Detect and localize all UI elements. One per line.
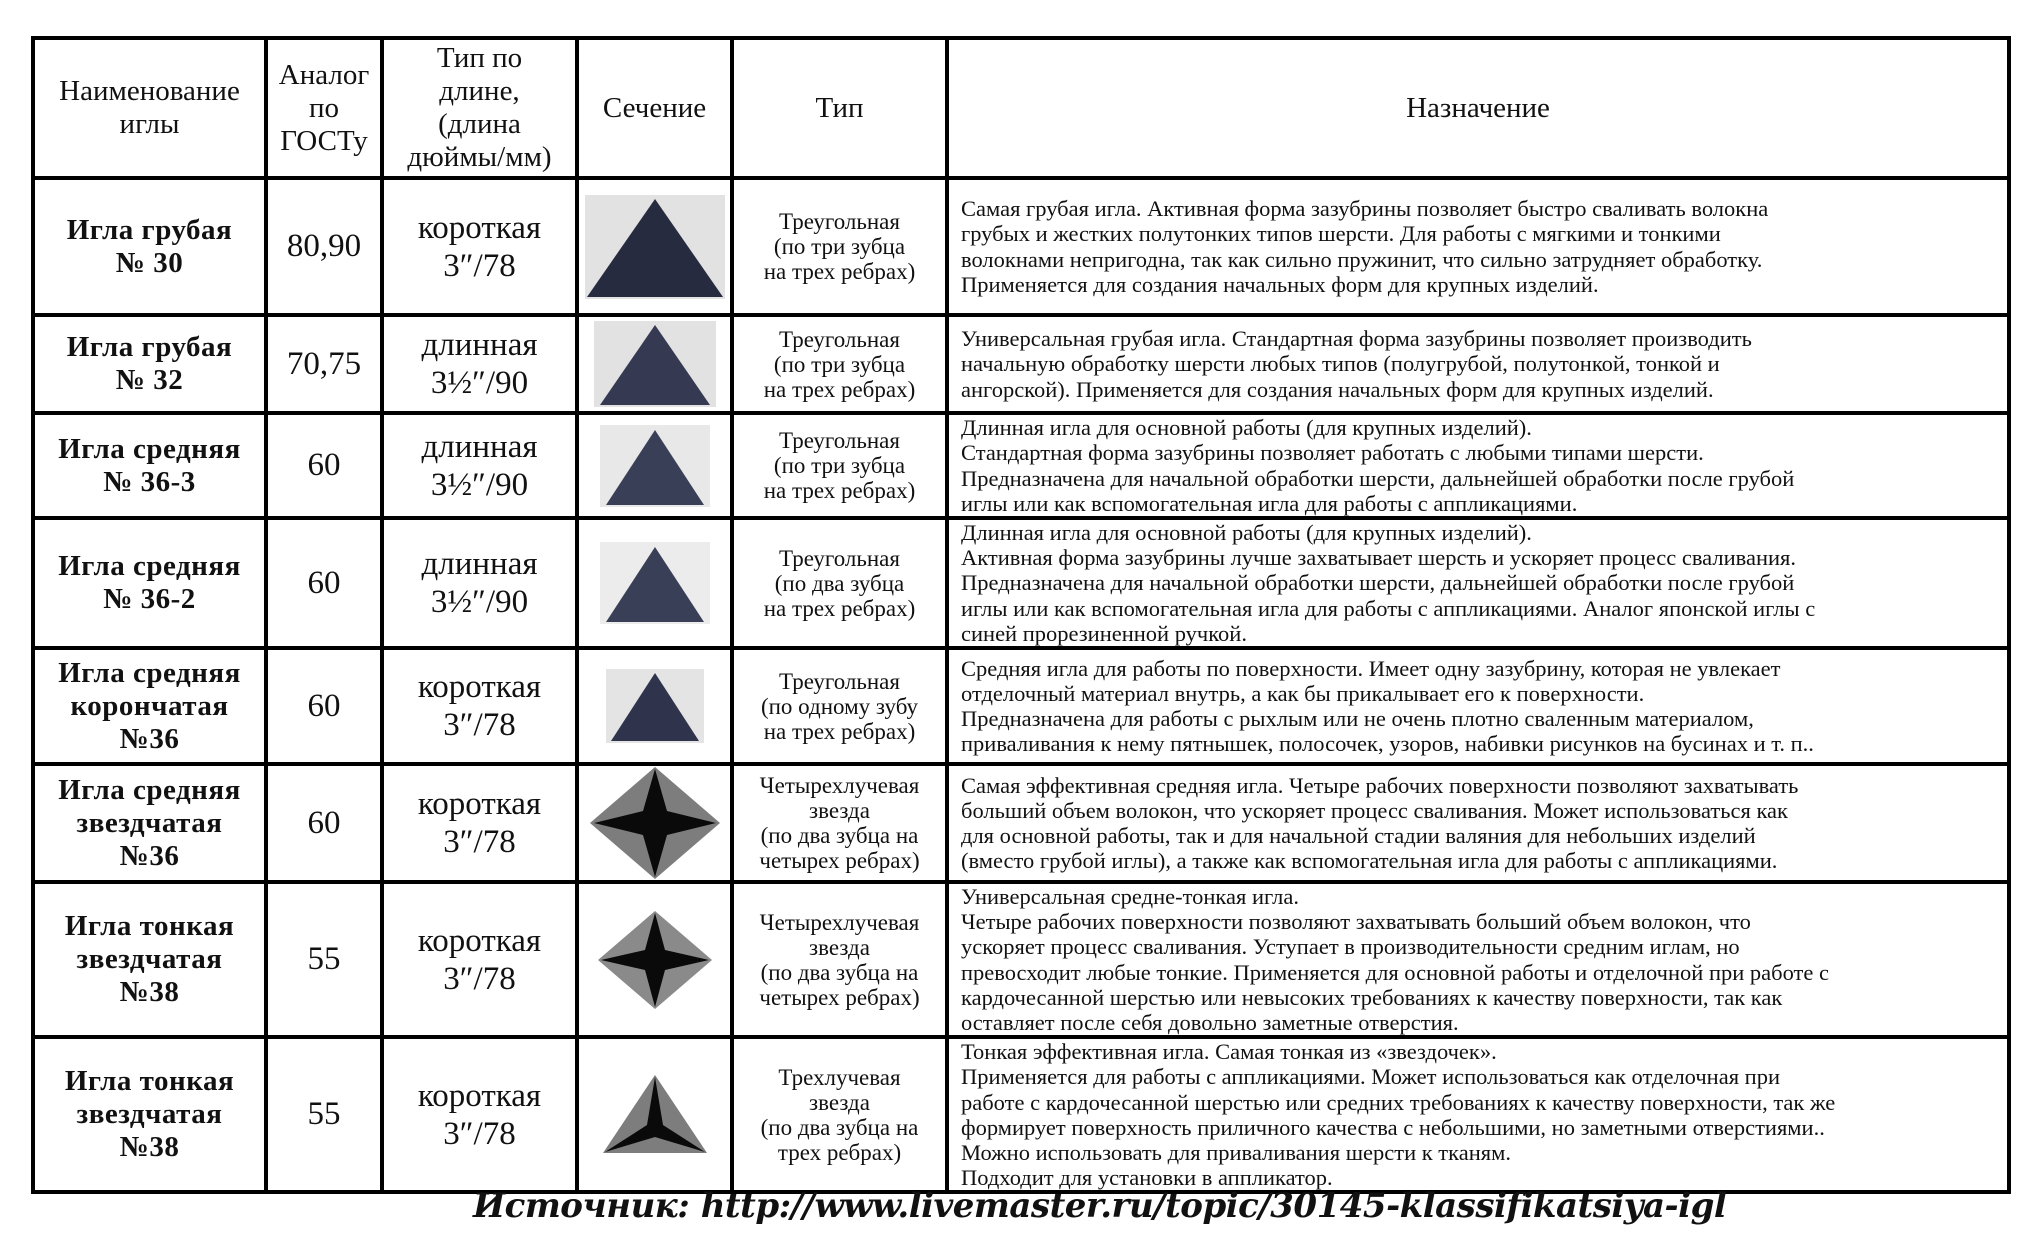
- header-length-line: Тип по: [436, 42, 523, 74]
- type-cell: [732, 764, 947, 882]
- needle-name: Игла средняя: [58, 773, 241, 806]
- type-line: (по три зубца: [773, 453, 906, 478]
- type-line: на трех ребрах): [763, 376, 916, 402]
- length-cell: [382, 518, 577, 648]
- length-cell: [382, 764, 577, 882]
- needle-number: № 36-3: [103, 465, 196, 498]
- purpose-line: Подходит для установки в аппликатор.: [961, 1165, 1333, 1191]
- header-gost-line: по: [308, 91, 340, 124]
- purpose-line: Четыре рабочих поверхности позволяют захватывать больший объем волокон, что: [961, 909, 1751, 935]
- purpose-line: превосходит любые тонкие. Применяется для основной работы и отделочной при работе с: [961, 959, 1829, 985]
- needle-name-cell: [33, 518, 266, 648]
- purpose-line: Универсальная средне-тонкая игла.: [961, 884, 1299, 910]
- gost-analog: 60: [266, 518, 382, 648]
- length-type: длинная: [421, 546, 538, 582]
- purpose-cell: [947, 178, 2009, 315]
- needle-name: Игла средняя: [58, 656, 241, 689]
- needle-name: Игла грубая: [66, 331, 233, 363]
- table-row: [33, 648, 2009, 764]
- type-line: звезда: [809, 1089, 870, 1115]
- table-row: [33, 178, 2009, 315]
- purpose-line: приваливания к нему пятнышек, полосочек, узоров, набивки рисунков на бусинах и т. п..: [961, 731, 1814, 757]
- needle-subtype: звездчатая: [76, 806, 223, 839]
- purpose-line: (вместо грубой иглы), а также как вспомогательная игла для работы с аппликациями.: [961, 848, 1778, 874]
- purpose-line: Средняя игла для работы по поверхности. Имеет одну зазубрину, которая не увлекает: [961, 655, 1781, 681]
- table-row: [33, 1037, 2009, 1192]
- header-length: [382, 38, 577, 178]
- purpose-line: начальную обработку шерсти любых типов (полугрубой, полутонкой, тонкой и: [961, 351, 1720, 377]
- purpose-line: для основной работы, так и для начальной стадии валяния для небольших изделий: [961, 823, 1756, 849]
- purpose-cell: [947, 882, 2009, 1037]
- purpose-line: отделочный материал внутрь, а как бы прикалывает его к поверхности.: [961, 680, 1645, 706]
- type-line: (по два зубца: [774, 570, 905, 596]
- type-cell: [732, 882, 947, 1037]
- header-name-line: иглы: [119, 108, 180, 140]
- purpose-line: ангорской). Применяется для создания начальных форм для крупных изделий.: [961, 376, 1714, 402]
- length-type: короткая: [417, 1077, 542, 1114]
- needle-table-wrapper: [31, 36, 2007, 1194]
- type-cell: [732, 315, 947, 413]
- type-line: (по три зубца: [773, 234, 906, 259]
- type-line: звезда: [809, 934, 870, 960]
- needle-name: Игла грубая: [66, 213, 233, 246]
- purpose-line: кардочесанной шерстью или невысоких требованиях к качеству поверхности, так как: [961, 984, 1783, 1010]
- length-value: 3″/78: [443, 707, 516, 744]
- needle-name-cell: [33, 882, 266, 1037]
- type-line: на трех ребрах): [763, 595, 916, 621]
- triangle-large-icon: [585, 195, 725, 299]
- length-type: короткая: [417, 669, 542, 706]
- needle-name-cell: [33, 1037, 266, 1192]
- type-line: четырех ребрах): [759, 848, 920, 874]
- purpose-line: Применяется для создания начальных форм для крупных изделий.: [961, 271, 1599, 297]
- length-cell: [382, 315, 577, 413]
- type-line: Четырехлучевая: [759, 909, 920, 935]
- purpose-line: Предназначена для начальной обработки шерсти, дальнейшей обработки после грубой: [961, 465, 1795, 491]
- section-cell: [577, 413, 732, 518]
- header-row: [33, 38, 2009, 178]
- length-value: 3″/78: [443, 824, 516, 861]
- purpose-line: Активная форма зазубрины лучше захватывает шерсть и ускоряет процесс сваливания.: [961, 545, 1796, 571]
- length-cell: [382, 178, 577, 315]
- gost-analog: 55: [266, 1037, 382, 1192]
- type-line: (по одному зубу: [760, 693, 919, 719]
- length-type: короткая: [417, 209, 542, 246]
- needle-name-cell: [33, 413, 266, 518]
- purpose-line: оставляет после себя довольно заметные отверстия.: [961, 1010, 1459, 1036]
- type-cell: [732, 1037, 947, 1192]
- header-length-line: (длина: [438, 108, 521, 140]
- purpose-line: формирует поверхность приличного качества с небольшими, но заметными отверстиями..: [961, 1114, 1825, 1140]
- needle-name-cell: [33, 764, 266, 882]
- needle-number: № 36-2: [103, 583, 196, 615]
- header-length-line: дюймы/мм): [407, 141, 552, 173]
- table-row: [33, 315, 2009, 413]
- length-type: короткая: [417, 786, 542, 823]
- length-type: длинная: [421, 327, 538, 363]
- purpose-cell: [947, 764, 2009, 882]
- three-point-star-icon: [601, 1075, 709, 1155]
- section-cell: [577, 518, 732, 648]
- gost-analog: 55: [266, 882, 382, 1037]
- header-name-line: Наименование: [59, 75, 240, 107]
- purpose-cell: [947, 413, 2009, 518]
- purpose-line: Самая грубая игла. Активная форма зазубрины позволяет быстро сваливать волокна: [961, 196, 1769, 222]
- length-value: 3″/78: [443, 247, 516, 284]
- needle-name: Игла средняя: [58, 432, 241, 465]
- gost-analog: 60: [266, 764, 382, 882]
- length-value: 3″/78: [443, 1115, 516, 1152]
- header-purpose: Назначение: [947, 38, 2009, 178]
- purpose-line: грубых и жестких полутонких типов шерсти. Для работы с мягкими и тонкими: [961, 221, 1721, 247]
- needle-name-cell: [33, 315, 266, 413]
- purpose-line: Стандартная форма зазубрины позволяет работать с любыми типами шерсти.: [961, 440, 1704, 466]
- table-row: [33, 413, 2009, 518]
- type-cell: [732, 648, 947, 764]
- length-value: 3½″/90: [430, 365, 529, 401]
- type-line: (по три зубца: [773, 351, 906, 377]
- length-value: 3″/78: [443, 960, 516, 997]
- purpose-line: больший объем волокон, что ускоряет процесс сваливания. Может использоваться как: [961, 797, 1788, 823]
- purpose-line: Тонкая эффективная игла. Самая тонкая из «звездочек».: [961, 1039, 1497, 1065]
- type-line: (по два зубца на: [760, 823, 919, 849]
- purpose-line: Универсальная грубая игла. Стандартная форма зазубрины позволяет производить: [961, 326, 1752, 352]
- length-type: короткая: [417, 922, 542, 959]
- type-cell: [732, 178, 947, 315]
- length-value: 3½″/90: [430, 584, 529, 620]
- type-line: на трех ребрах): [763, 718, 916, 744]
- section-cell: [577, 315, 732, 413]
- four-point-star-icon: [598, 911, 712, 1009]
- type-line: трех ребрах): [777, 1139, 902, 1165]
- triangle-icon: [594, 321, 716, 407]
- header-name: [33, 38, 266, 178]
- header-gost: [266, 38, 382, 178]
- purpose-line: ускоряет процесс сваливания. Уступает в производительности средним иглам, но: [961, 934, 1740, 960]
- section-cell: [577, 648, 732, 764]
- purpose-line: Самая эффективная средняя игла. Четыре рабочих поверхности позволяют захватывать: [961, 772, 1799, 798]
- type-line: на трех ребрах): [763, 478, 916, 503]
- header-type: Тип: [732, 38, 947, 178]
- section-cell: [577, 882, 732, 1037]
- type-line: четырех ребрах): [759, 984, 920, 1010]
- purpose-line: Применяется для работы с аппликациями. Может использоваться как отделочная при: [961, 1064, 1780, 1090]
- gost-analog: 60: [266, 648, 382, 764]
- type-line: Треугольная: [779, 326, 900, 352]
- purpose-cell: [947, 648, 2009, 764]
- length-cell: [382, 1037, 577, 1192]
- purpose-line: Предназначена для работы с рыхлым или не очень плотно сваленным материалом,: [961, 706, 1754, 732]
- purpose-line: Предназначена для начальной обработки шерсти, дальнейшей обработки после грубой: [961, 570, 1795, 596]
- needle-name: Игла средняя: [58, 550, 241, 582]
- purpose-line: Длинная игла для основной работы (для крупных изделий).: [961, 520, 1532, 545]
- gost-analog: 70,75: [266, 315, 382, 413]
- header-length-line: длине,: [439, 75, 520, 107]
- needle-name: Игла тонкая: [64, 910, 235, 943]
- triangle-icon: [600, 425, 710, 507]
- purpose-line: синей прорезиненной ручкой.: [961, 620, 1247, 646]
- type-line: звезда: [809, 798, 870, 824]
- length-cell: [382, 648, 577, 764]
- needle-number: № 32: [115, 364, 184, 396]
- type-cell: [732, 518, 947, 648]
- type-line: Треугольная: [779, 668, 900, 694]
- needle-classification-table: [31, 36, 2011, 1194]
- triangle-icon: [606, 669, 704, 743]
- purpose-line: Можно использовать для приваливания шерсти к тканям.: [961, 1140, 1511, 1166]
- needle-number: №36: [119, 722, 180, 755]
- type-line: Трехлучевая: [778, 1064, 901, 1090]
- table-row: [33, 518, 2009, 648]
- needle-subtype: звездчатая: [76, 943, 223, 976]
- purpose-cell: [947, 315, 2009, 413]
- type-cell: [732, 413, 947, 518]
- type-line: на трех ребрах): [763, 259, 916, 284]
- needle-number: №38: [119, 976, 180, 1009]
- purpose-line: иглы или как вспомогательная игла для работы с аппликациями. Аналог японской иглы с: [961, 595, 1816, 621]
- type-line: Треугольная: [779, 209, 900, 234]
- length-cell: [382, 882, 577, 1037]
- needle-name-cell: [33, 648, 266, 764]
- triangle-icon: [600, 542, 710, 624]
- four-point-star-large-icon: [590, 767, 720, 879]
- table-row: [33, 882, 2009, 1037]
- header-gost-line: Аналог: [278, 58, 370, 91]
- purpose-cell: [947, 518, 2009, 648]
- type-line: (по два зубца на: [760, 1114, 919, 1140]
- needle-name-cell: [33, 178, 266, 315]
- type-line: Треугольная: [779, 545, 900, 571]
- purpose-line: работе с кардочесанной шерстью или средних требованиях к качеству поверхности, так же: [961, 1089, 1836, 1115]
- length-value: 3½″/90: [430, 466, 529, 503]
- type-line: Четырехлучевая: [759, 773, 920, 799]
- type-line: Треугольная: [779, 428, 900, 453]
- header-section: Сечение: [577, 38, 732, 178]
- type-line: (по два зубца на: [760, 959, 919, 985]
- needle-subtype: звездчатая: [76, 1098, 223, 1131]
- gost-analog: 60: [266, 413, 382, 518]
- needle-number: №36: [119, 839, 180, 872]
- purpose-line: иглы или как вспомогательная игла для работы с аппликациями.: [961, 490, 1578, 516]
- section-cell: [577, 178, 732, 315]
- header-gost-line: ГОСТу: [280, 124, 368, 157]
- needle-number: № 30: [115, 246, 184, 279]
- purpose-cell: [947, 1037, 2009, 1192]
- length-type: длинная: [421, 428, 538, 465]
- gost-analog: 80,90: [266, 178, 382, 315]
- section-cell: [577, 1037, 732, 1192]
- length-cell: [382, 413, 577, 518]
- needle-subtype: корончатая: [70, 689, 229, 722]
- needle-name: Игла тонкая: [64, 1065, 235, 1098]
- purpose-line: волокнами непригодна, так как сильно пружинит, что сильно затрудняет обработку.: [961, 246, 1763, 272]
- source-caption: Источник: http://www.livemaster.ru/topic/30145-klassifikatsiya-igl: [473, 1186, 1727, 1226]
- section-cell: [577, 764, 732, 882]
- table-row: [33, 764, 2009, 882]
- purpose-line: Длинная игла для основной работы (для крупных изделий).: [961, 415, 1532, 441]
- needle-number: №38: [119, 1131, 180, 1164]
